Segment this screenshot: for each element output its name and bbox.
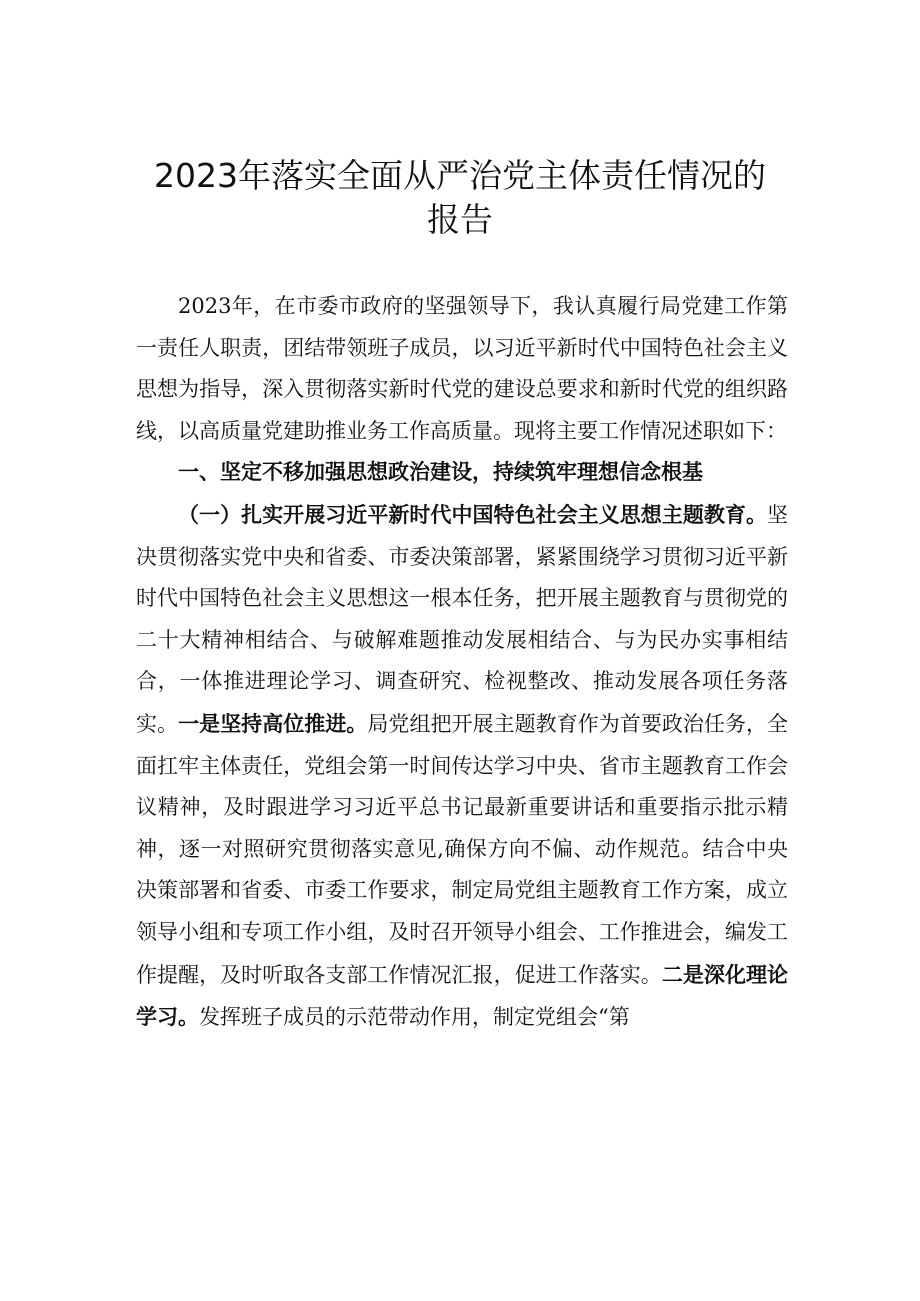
point-2-heading: 二是深化理论学习。 xyxy=(136,961,789,1030)
intro-paragraph: 2023年，在市委市政府的坚强领导下，我认真履行局党建工作第一责任人职责，团结带领班子成员，以习近平新时代中国特色社会主义思想为指导，深入贯彻落实新时代党的建设总要求和新时代党的组织路线，以高质量党建助推业务工作高质量。现将主要工作情况述职如下： xyxy=(136,294,788,443)
section-1-heading: 一、坚定不移加强思想政治建设，持续筑牢理想信念根基 xyxy=(178,460,703,485)
subsection-1-heading: （一）扎实开展习近平新时代中国特色社会主义思想主题教育。 xyxy=(178,501,767,527)
point-2-text: 发挥班子成员的示范带动作用，制定党组会“第 xyxy=(199,1005,630,1030)
title-line-1: 2023年落实全面从严治党主体责任情况的 xyxy=(154,156,766,195)
subsection-1-text: 坚决贯彻落实党中央和省委、市委决策部署，紧紧围绕学习贯彻习近平新时代中国特色社会主义思想这一根本任务，把开展主题教育与贯彻党的二十大精神相结合、与破解难题推动发展相结合、与为民办实事相结合，一体推进理论学习、调查研究、检视整改、推动发展各项任务落实。 xyxy=(136,502,788,736)
point-1-heading: 一是坚持高位推进。 xyxy=(178,710,368,736)
document-title xyxy=(100,154,820,242)
subsection-1-paragraph xyxy=(136,494,788,1039)
point-1-text: 局党组把开展主题教育作为首要政治任务，全面扛牢主体责任，党组会第一时间传达学习中央、省市主题教育工作会议精神，及时跟进学习习近平总书记最新重要讲话和重要指示批示精神，逐一对照研究贯彻落实意见,确保方向不偏、动作规范。结合中央决策部署和省委、市委工作要求，制定局党组主题教育工作方案，成立领导小组和专项工作小组，及时召开领导小组会、工作推进会，编发工作提醒，及时听取各支部工作情况汇报，促进工作落实。 xyxy=(136,711,789,987)
title-line-2: 报告 xyxy=(427,200,493,239)
document-body xyxy=(136,286,788,1039)
